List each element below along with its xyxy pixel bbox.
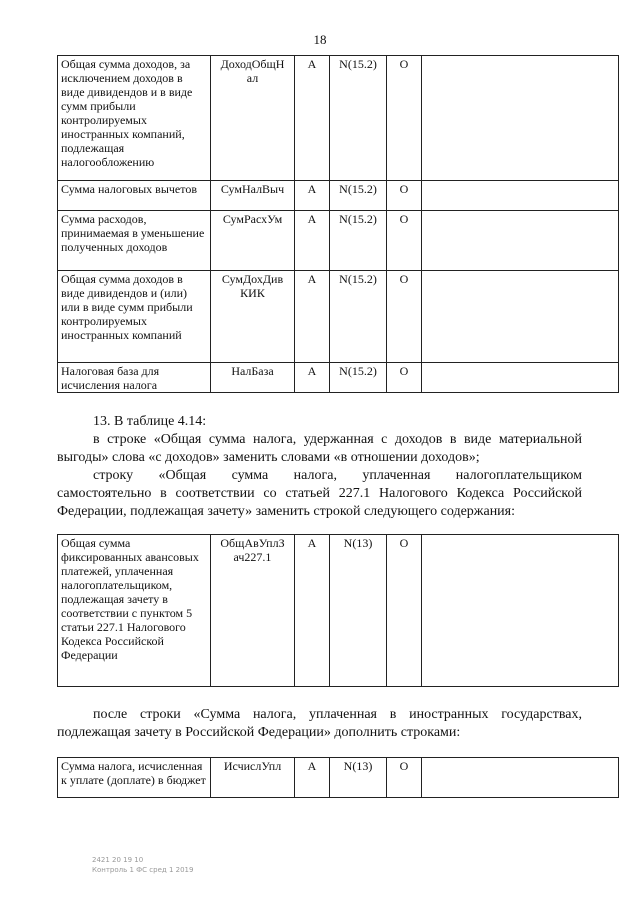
field-name-cell: Общая сумма фиксированных авансовых платежей, уплаченная налогоплательщиком, подлежащая зачету в соответствии с пунктом 5 статьи 227.1 Налогового Кодекса Российской Федерации [58,535,211,687]
field-code-cell: СумДохДив КИК [211,271,295,363]
item-13-heading: 13. В таблице 4.14: [93,414,207,429]
page-number: 18 [313,32,327,47]
field-requirement-cell: О [387,363,422,393]
table-row [58,56,619,181]
field-extra-cell [422,363,619,393]
field-code-cell: ОбщАвУплЗ ач227.1 [211,535,295,687]
field-name-cell: Налоговая база для исчисления налога [58,363,211,393]
table-row [58,211,619,271]
field-name-cell: Сумма налоговых вычетов [58,181,211,211]
field-format-cell: N(15.2) [330,181,387,211]
table-row [58,535,619,687]
field-code-cell: НалБаза [211,363,295,393]
field-extra-cell [422,181,619,211]
paragraph-1-line-2: выгоды» слова «с доходов» заменить словами «в отношении доходов»; [57,450,480,465]
field-type-cell: А [295,56,330,181]
table-row [58,758,619,798]
field-requirement-cell: О [387,56,422,181]
field-format-cell: N(15.2) [330,56,387,181]
fields-table-3-body [58,758,619,798]
footer-stamp-line-2: Контроль 1 ФС сред 1 2019 [92,866,194,874]
field-format-cell: N(15.2) [330,271,387,363]
field-requirement-cell: О [387,758,422,798]
fields-table-3 [57,757,619,798]
field-code-cell: ДоходОбщН ал [211,56,295,181]
field-name-cell: Сумма налога, исчисленная к уплате (доплате) в бюджет [58,758,211,798]
field-extra-cell [422,758,619,798]
paragraph-2-line-1: строку «Общая сумма налога, уплаченная налогоплательщиком [93,468,582,483]
table-row [58,363,619,393]
fields-table-2-body [58,535,619,687]
field-type-cell: А [295,535,330,687]
field-requirement-cell: О [387,211,422,271]
field-format-cell: N(13) [330,758,387,798]
field-code-cell: СумРасхУм [211,211,295,271]
paragraph-3-line-2: подлежащая зачету в Российской Федерации» дополнить строками: [57,725,461,740]
paragraph-1-line-1: в строке «Общая сумма налога, удержанная с доходов в виде материальной [93,432,582,447]
table-row [58,181,619,211]
field-extra-cell [422,56,619,181]
paragraph-2-line-3: Федерации, подлежащая зачету» заменить строкой следующего содержания: [57,504,516,519]
field-name-cell: Сумма расходов, принимаемая в уменьшение полученных доходов [58,211,211,271]
field-type-cell: А [295,363,330,393]
field-extra-cell [422,271,619,363]
table-row [58,271,619,363]
field-type-cell: А [295,181,330,211]
field-code-cell: СумНалВыч [211,181,295,211]
field-type-cell: А [295,271,330,363]
fields-table-1-body [58,56,619,393]
field-requirement-cell: О [387,181,422,211]
field-extra-cell [422,211,619,271]
field-requirement-cell: О [387,271,422,363]
paragraph-2-line-2: самостоятельно в соответствии со статьей 227.1 Налогового Кодекса Российской [57,486,582,501]
field-extra-cell [422,535,619,687]
field-format-cell: N(13) [330,535,387,687]
fields-table-2 [57,534,619,687]
field-type-cell: А [295,211,330,271]
fields-table-1 [57,55,619,393]
field-format-cell: N(15.2) [330,211,387,271]
field-type-cell: А [295,758,330,798]
field-format-cell: N(15.2) [330,363,387,393]
field-name-cell: Общая сумма доходов в виде дивидендов и (или) или в виде сумм прибыли контролируемых иностранных компаний [58,271,211,363]
paragraph-3-line-1: после строки «Сумма налога, уплаченная в иностранных государствах, [93,707,582,722]
field-code-cell: ИсчислУпл [211,758,295,798]
footer-stamp-line-1: 2421 20 19 10 [92,856,144,864]
field-name-cell: Общая сумма доходов, за исключением доходов в виде дивидендов и в виде сумм прибыли контролируемых иностранных компаний, подлежащая налогообложению [58,56,211,181]
field-requirement-cell: О [387,535,422,687]
